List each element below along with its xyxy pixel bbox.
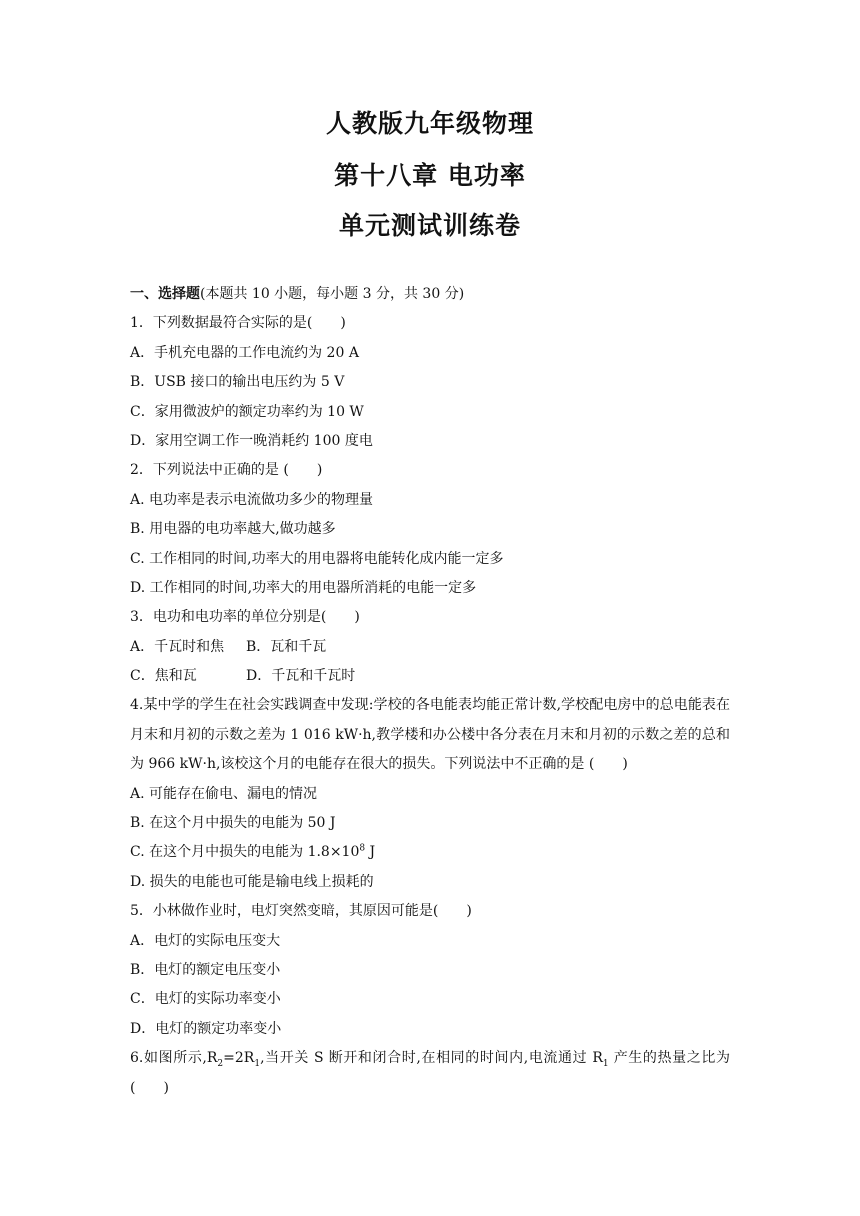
question-4-option-d: D. 损失的电能也可能是输电线上损耗的 — [130, 873, 374, 890]
question-1-stem: 1．下列数据最符合实际的是( ) — [130, 315, 346, 332]
question-1-option-d: D．家用空调工作一晚消耗约 100 度电 — [130, 432, 373, 449]
paper-title: 人教版九年级物理 — [325, 109, 534, 138]
question-4-option-b: B. 在这个月中损失的电能为 50 J — [130, 815, 336, 832]
question-3-option-c: C．焦和瓦 — [130, 668, 197, 685]
question-2-option-a: A. 电功率是表示电流做功多少的物理量 — [130, 491, 374, 508]
test-title: 单元测试训练卷 — [338, 211, 521, 240]
option-c-text: C. 在这个月中损失的电能为 1.8×10 — [130, 844, 360, 861]
question-6-stem — [130, 1044, 730, 1103]
question-2-option-d: D. 工作相同的时间,功率大的用电器所消耗的电能一定多 — [130, 579, 477, 596]
question-3-option-a: A．千瓦时和焦 — [130, 638, 225, 655]
question-5-stem: 5．小林做作业时，电灯突然变暗，其原因可能是( ) — [130, 903, 472, 920]
question-3-options-row-1 — [130, 633, 730, 662]
chapter-title: 第十八章 电功率 — [334, 161, 526, 190]
question-2-stem: 2．下列说法中正确的是 ( ) — [130, 462, 323, 479]
q6-text-2: =2R — [223, 1050, 255, 1067]
question-4-option-c — [130, 838, 730, 867]
unit-text: J — [365, 844, 376, 861]
question-3-stem: 3．电功和电功率的单位分别是( ) — [130, 609, 360, 626]
subscript: 1 — [602, 1059, 609, 1069]
q6-text-3: ,当开关 S 断开和闭合时,在相同的时间内,电流通过 R — [260, 1050, 603, 1067]
question-1-option-b: B．USB 接口的输出电压约为 5 V — [130, 374, 345, 391]
question-4-stem: 4.某中学的学生在社会实践调查中发现:学校的各电能表均能正常计数,学校配电房中的总电能表在月末和月初的示数之差为 1 016 kW·h,教学楼和办公楼中各分表在月末和月初的示数之差的总和为 966 kW·h,该校这个月的电能存在很大的损失。下列说法中不正确的是 ( ) — [130, 697, 730, 773]
q6-text-1: 6.如图所示,R — [130, 1050, 218, 1067]
question-3-option-b: B．瓦和千瓦 — [246, 638, 327, 655]
section-heading — [130, 280, 730, 309]
q6-text-4: 产生的热量之比为( ) — [130, 1050, 730, 1096]
question-2-option-b: B. 用电器的电功率越大,做功越多 — [130, 521, 336, 538]
subscript: 2 — [217, 1059, 224, 1069]
section-note: (本题共 10 小题，每小题 3 分，共 30 分) — [200, 286, 465, 302]
question-3-option-d: D．千瓦和千瓦时 — [246, 668, 356, 685]
question-5-option-a: A．电灯的实际电压变大 — [130, 932, 281, 949]
exponent: 8 — [359, 843, 366, 854]
question-3-options-row-2 — [130, 662, 730, 691]
question-1-option-c: C．家用微波炉的额定功率约为 10 W — [130, 403, 364, 420]
question-1-option-a: A．手机充电器的工作电流约为 20 A — [130, 344, 359, 361]
question-5-option-c: C．电灯的实际功率变小 — [130, 991, 281, 1008]
question-2-option-c: C. 工作相同的时间,功率大的用电器将电能转化成内能一定多 — [130, 550, 504, 567]
question-5-option-d: D．电灯的额定功率变小 — [130, 1020, 282, 1037]
question-content — [130, 280, 730, 1103]
subscript: 1 — [254, 1059, 261, 1069]
question-5-option-b: B．电灯的额定电压变小 — [130, 962, 281, 979]
question-4-option-a: A. 可能存在偷电、漏电的情况 — [130, 785, 318, 802]
section-label: 一、选择题 — [130, 286, 200, 302]
